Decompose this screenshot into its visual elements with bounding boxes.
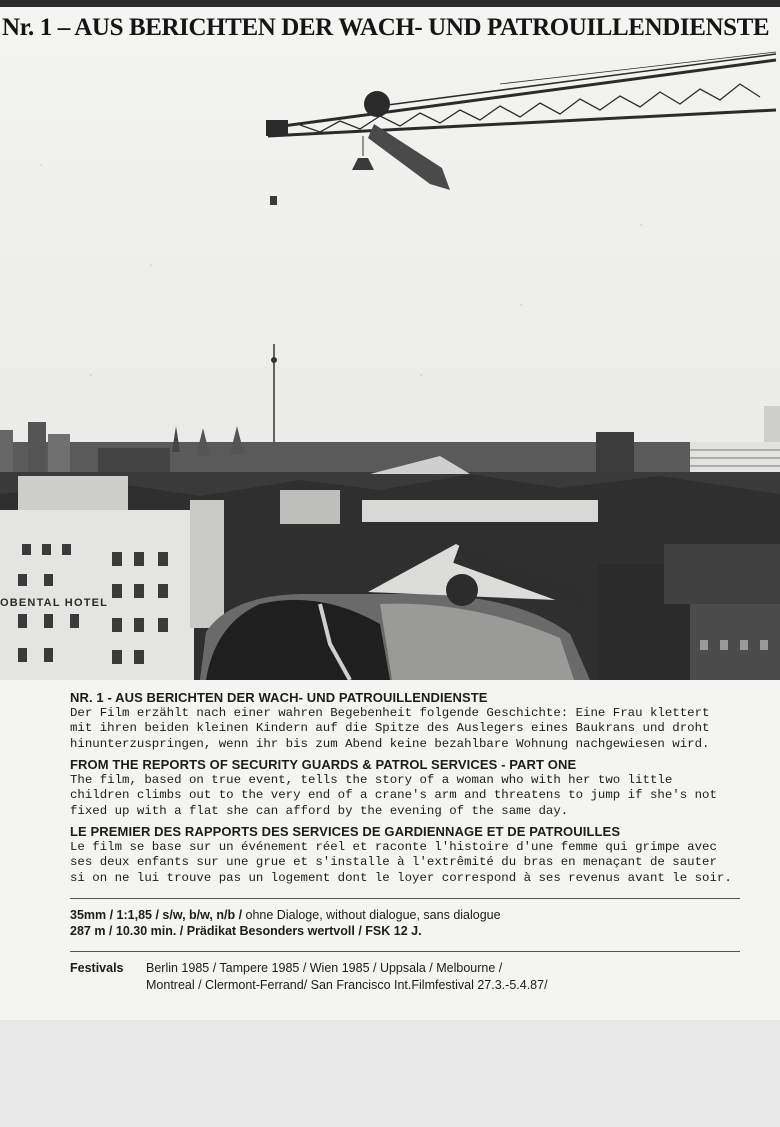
synopsis-line: Der Film erzählt nach einer wahren Begebenheit folgende Geschichte: Eine Frau klettert: [70, 705, 710, 720]
festivals-row: [70, 960, 740, 994]
divider: [70, 898, 740, 899]
specs-length: 287 m / 10.30 min. / Prädikat: [70, 924, 240, 938]
festivals-line: Berlin 1985 / Tampere 1985 / Wien 1985 / Uppsala / Melbourne /: [146, 961, 503, 975]
divider: [70, 951, 740, 952]
synopsis-line: children climbs out to the very end of a crane's arm and threatens to jump if she's not: [70, 788, 717, 802]
specs-line-format: [70, 907, 740, 923]
synopsis-english: [70, 773, 740, 820]
synopsis-line: mit ihren beiden kleinen Kindern auf die Spitze des Auslegers eines Baukrans und droht: [70, 721, 710, 735]
festivals-line: Montreal / Clermont-Ferrand/ San Francisco Int.Filmfestival 27.3.-5.4.87/: [146, 978, 548, 992]
synopsis-german: [70, 706, 740, 753]
technical-specs: [70, 907, 740, 939]
hotel-sign: OBENTAL HOTEL: [0, 597, 109, 609]
synopsis-line: ses deux enfants sur une grue et s'installe à l'extrêmité du bras en menaçant de sauter: [70, 855, 717, 869]
specs-line-length: [70, 923, 740, 939]
synopsis-line: Le film se base sur un événement réel et raconte l'histoire d'une femme qui grimpe avec: [70, 839, 717, 854]
specs-fsk: / FSK 12 J.: [354, 924, 422, 938]
heading-german: NR. 1 - AUS BERICHTEN DER WACH- UND PATROUILLENDIENSTE: [70, 690, 488, 705]
heading-french: LE PREMIER DES RAPPORTS DES SERVICES DE GARDIENNAGE ET DE PATROUILLES: [70, 824, 621, 839]
synopsis-line: hinunterzuspringen, wenn ihr bis zum Abend keine bezahlbare Wohnung nachgewiesen wird.: [70, 736, 710, 751]
synopsis-line: The film, based on true event, tells the story of a woman who with her two little: [70, 772, 673, 787]
skyline-crane-photo: [0, 44, 780, 680]
festivals-label: Festivals: [70, 961, 124, 975]
synopsis-line: si on ne lui trouve pas un logement dont le loyer correspond à ses revenus avant le soir.: [70, 870, 732, 885]
specs-format: 35mm / 1:1,85 / s/w, b/w, n/b /: [70, 908, 246, 922]
synopsis-french: [70, 840, 740, 887]
heading-english: FROM THE REPORTS OF SECURITY GUARDS & PATROL SERVICES - PART ONE: [70, 757, 577, 772]
specs-dialogue: ohne Dialoge, without dialogue, sans dialogue: [245, 908, 501, 922]
top-border: [0, 0, 780, 7]
synopsis-line: fixed up with a flat she can afford by the evening of the same day.: [70, 803, 569, 818]
festivals-list: [146, 960, 548, 994]
specs-rating: Besonders wertvoll: [239, 924, 355, 938]
description-block: [70, 690, 740, 994]
poster-title: Nr. 1 – AUS BERICHTEN DER WACH- UND PATROUILLENDIENSTE: [2, 14, 770, 41]
